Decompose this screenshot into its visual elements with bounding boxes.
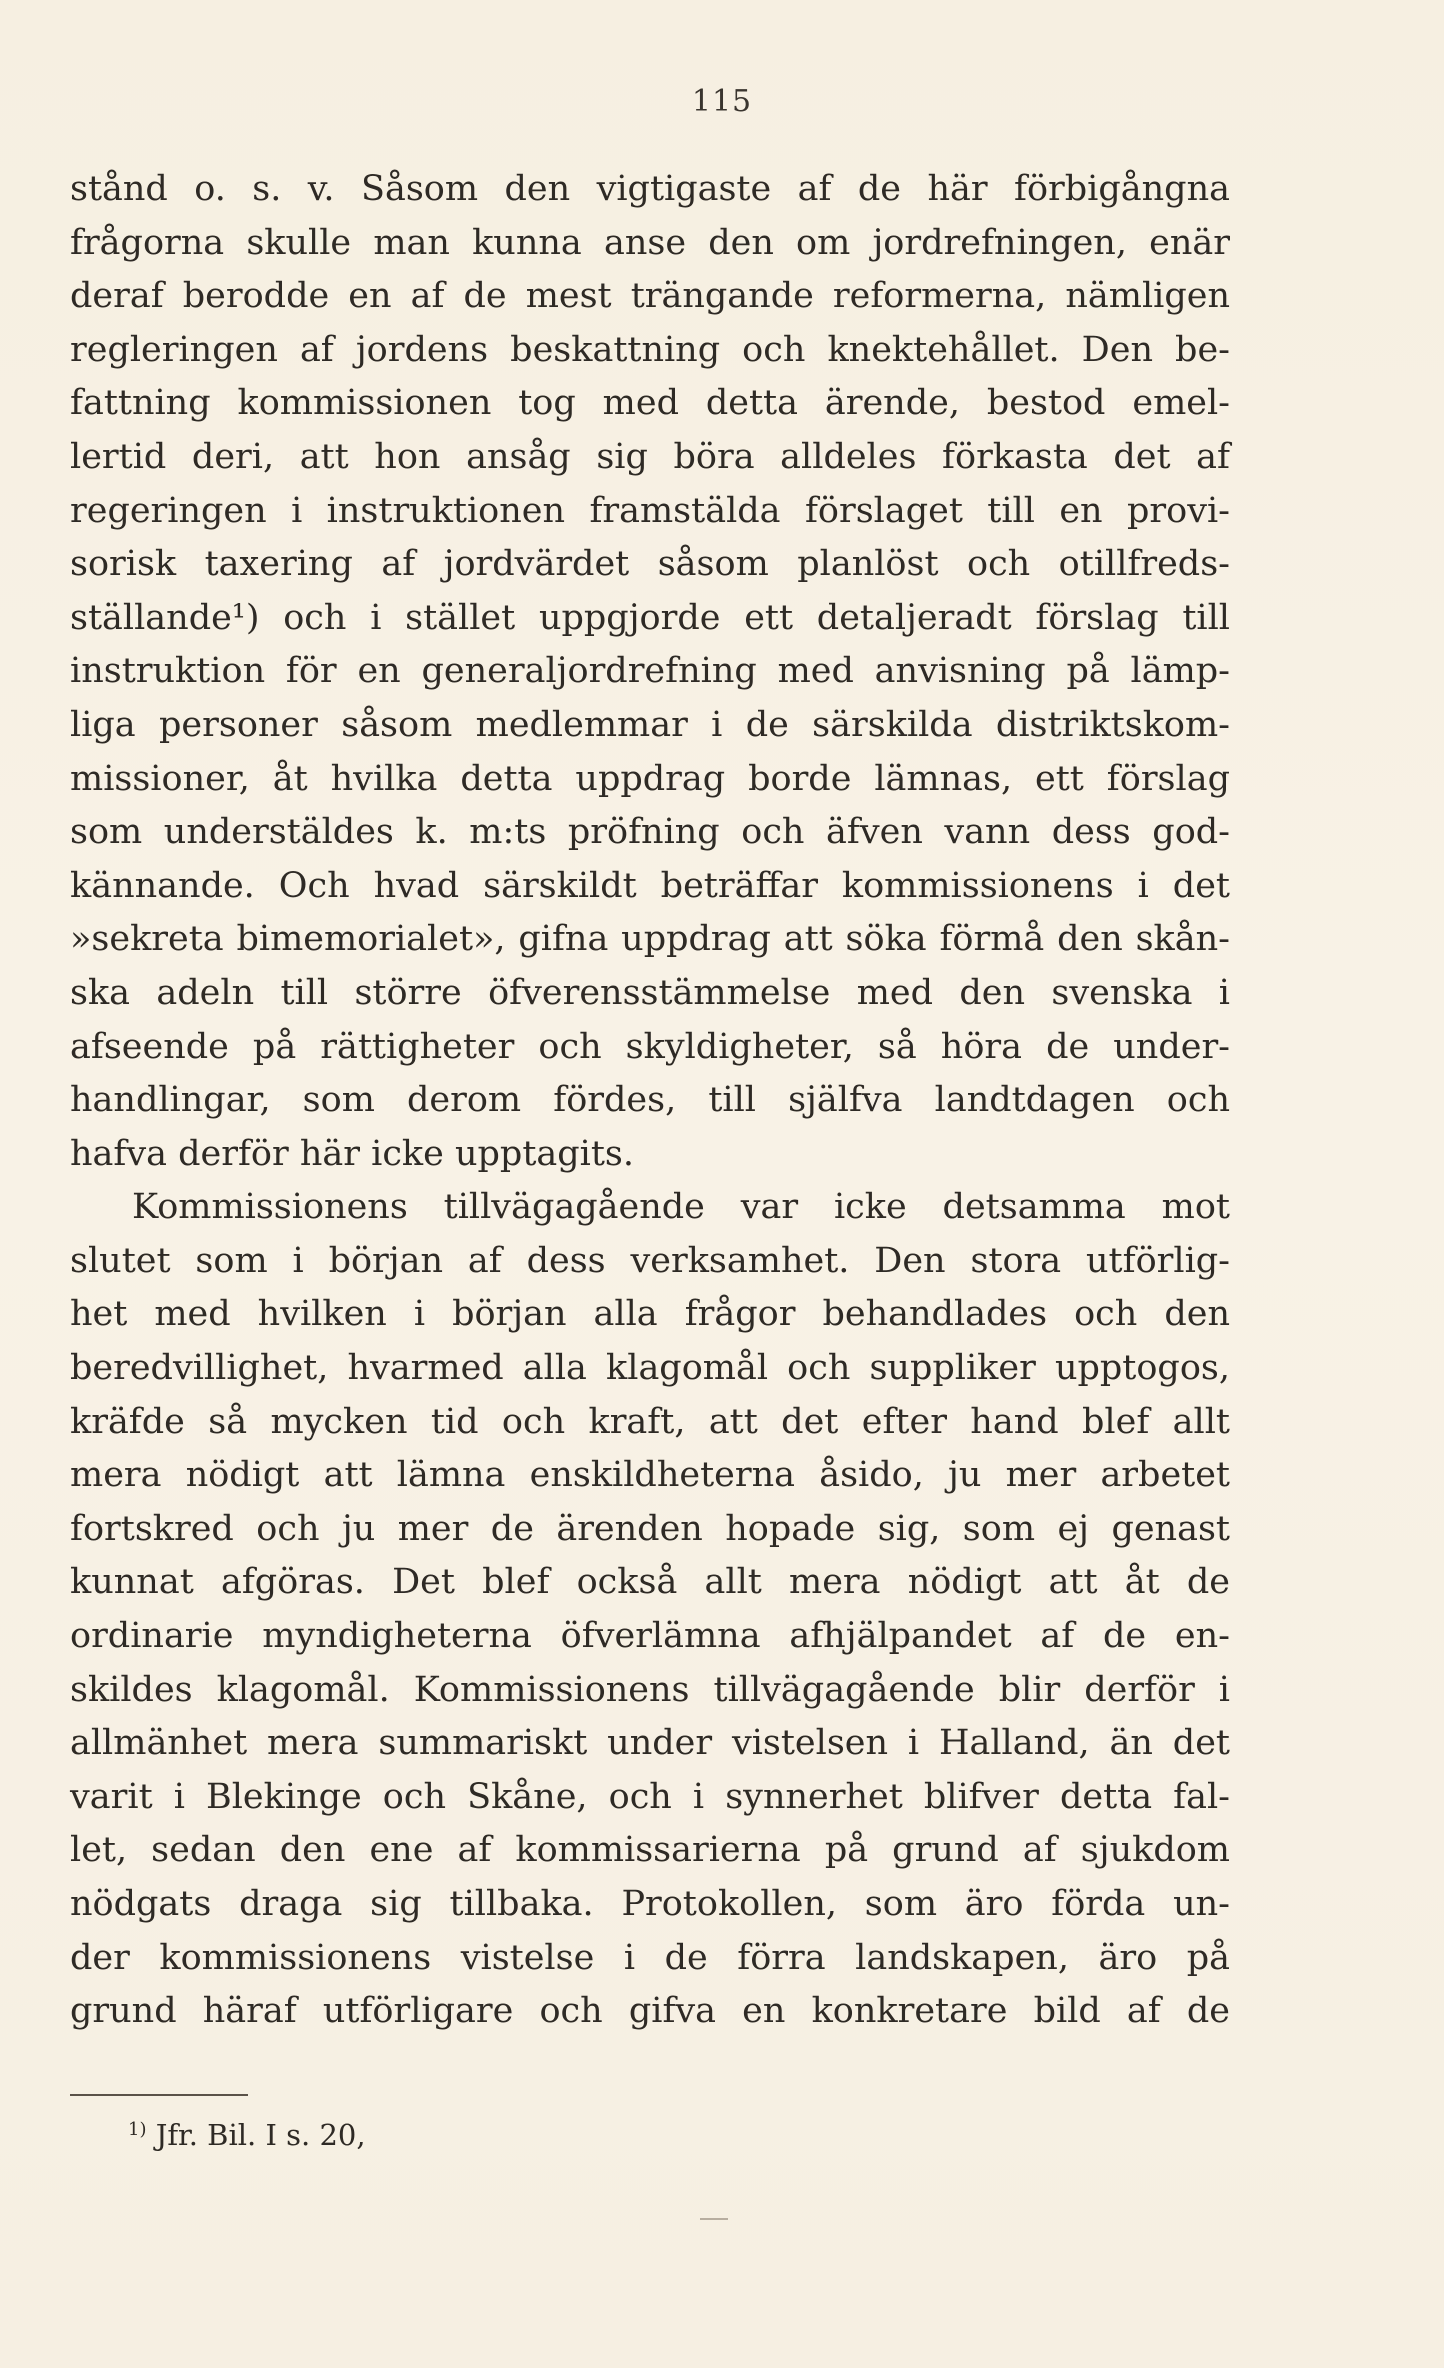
text-line: grund häraf utförligare och gifva en konkretare bild af de (70, 1991, 1230, 2032)
text-line: slutet som i början af dess verksamhet. Den stora utförlig- (70, 1240, 1230, 1281)
print-artifact-mark (700, 2218, 728, 2220)
text-line: som understäldes k. m:ts pröfning och äfven vann dess god- (70, 812, 1230, 853)
text-line: afseende på rättigheter och skyldigheter, så höra de under- (70, 1026, 1230, 1067)
text-line: fortskred och ju mer de ärenden hopade sig, som ej genast (70, 1508, 1230, 1549)
text-line: nödgats draga sig tillbaka. Protokollen, som äro förda un- (70, 1884, 1230, 1924)
footnote-divider (70, 2094, 248, 2096)
text-line: sorisk taxering af jordvärdet såsom planlöst och otillfreds- (70, 544, 1230, 585)
text-line: deraf berodde en af de mest trängande reformerna, nämligen (70, 276, 1230, 317)
text-line: skildes klagomål. Kommissionens tillvägagående blir derför i (70, 1669, 1230, 1710)
text-line: let, sedan den ene af kommissarierna på grund af sjukdom (70, 1830, 1230, 1871)
text-line: »sekreta bimemorialet», gifna uppdrag att söka förmå den skån- (70, 919, 1230, 960)
paragraph-end-line: hafva derför här icke upptagits. (70, 1133, 634, 1174)
footnote-marker: 1) (128, 2119, 147, 2140)
footnote (128, 2118, 366, 2152)
text-line: der kommissionens vistelse i de förra landskapen, äro på (70, 1937, 1230, 1978)
text-line: regleringen af jordens beskattning och knektehållet. Den be- (70, 329, 1230, 370)
text-line: mera nödigt att lämna enskildheterna åsido, ju mer arbetet (70, 1455, 1230, 1496)
text-line: allmänhet mera summariskt under vistelsen i Halland, än det (70, 1723, 1230, 1764)
text-line: handlingar, som derom fördes, till själfva landtdagen och (70, 1080, 1230, 1121)
text-line: ska adeln till större öfverensstämmelse med den svenska i (70, 972, 1230, 1013)
text-line: regeringen i instruktionen framstälda förslaget till en provi- (70, 490, 1230, 531)
text-line: fattning kommissionen tog med detta ärende, bestod emel- (70, 383, 1230, 424)
text-line: lertid deri, att hon ansåg sig böra alldeles förkasta det af (70, 436, 1230, 477)
body-text (70, 163, 1230, 2039)
text-line: kunnat afgöras. Det blef också allt mera nödigt att åt de (70, 1562, 1230, 1603)
text-line: het med hvilken i början alla frågor behandlades och den (70, 1294, 1230, 1335)
text-line: missioner, åt hvilka detta uppdrag borde lämnas, ett förslag (70, 758, 1230, 799)
page-number: 115 (691, 84, 753, 119)
footnote-text: Jfr. Bil. I s. 20, (155, 2118, 366, 2152)
text-line: beredvillighet, hvarmed alla klagomål och suppliker upptogos, (70, 1348, 1230, 1389)
text-line: ordinarie myndigheterna öfverlämna afhjälpandet af de en- (70, 1616, 1230, 1657)
text-line: instruktion för en generaljordrefning med anvisning på lämp- (70, 651, 1230, 692)
text-line: stånd o. s. v. Såsom den vigtigaste af de här förbigångna (70, 169, 1230, 209)
text-line: kännande. Och hvad särskildt beträffar kommissionens i det (70, 865, 1230, 906)
text-line: varit i Blekinge och Skåne, och i synnerhet blifver detta fal- (70, 1776, 1230, 1817)
text-line: frågorna skulle man kunna anse den om jordrefningen, enär (70, 222, 1230, 263)
text-line: kräfde så mycken tid och kraft, att det efter hand blef allt (70, 1401, 1230, 1442)
text-line: ställande¹) och i stället uppgjorde ett detaljeradt förslag till (70, 597, 1230, 638)
paragraph-start-line: Kommissionens tillvägagående var icke detsamma mot (132, 1187, 1230, 1228)
text-line: liga personer såsom medlemmar i de särskilda distriktskom- (70, 704, 1230, 745)
